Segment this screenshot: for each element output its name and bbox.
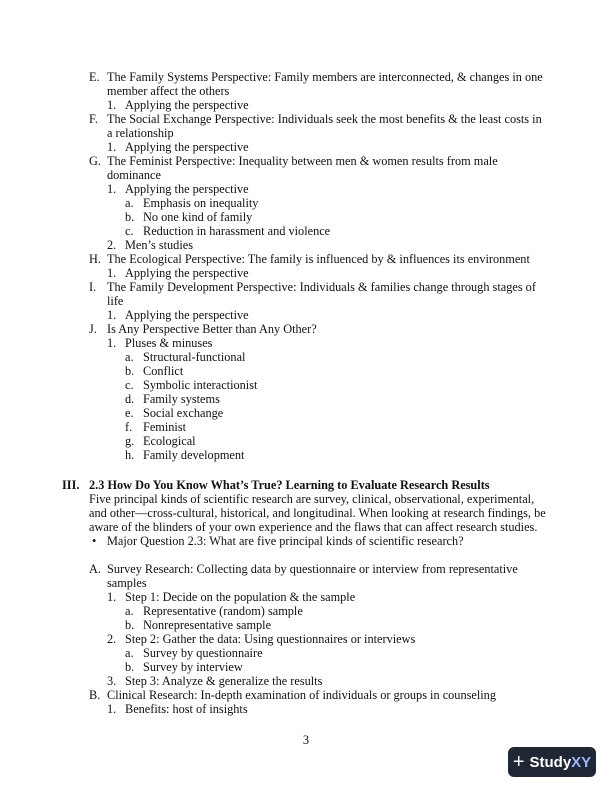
outline-line: Survey by questionnaire xyxy=(143,646,263,660)
outline-line: Clinical Research: In-depth examination of individuals or groups in counseling xyxy=(107,688,496,702)
list-marker: 2. xyxy=(107,238,117,252)
outline-line: and other—cross-cultural, historical, and longitudinal. When looking at research findings, be xyxy=(89,506,546,520)
list-marker: a. xyxy=(125,604,134,618)
outline-line: dominance xyxy=(107,168,161,182)
list-marker: 2. xyxy=(107,632,117,646)
outline-line: Step 1: Decide on the population & the sample xyxy=(125,590,356,604)
outline-line: Family systems xyxy=(143,392,220,406)
list-marker: 1. xyxy=(107,98,117,112)
list-marker: a. xyxy=(125,646,134,660)
list-marker: b. xyxy=(125,618,135,632)
outline-line: Pluses & minuses xyxy=(125,336,213,350)
list-marker: c. xyxy=(125,224,134,238)
outline-line: Applying the perspective xyxy=(125,140,249,154)
list-marker: E. xyxy=(89,70,100,84)
outline-line: Five principal kinds of scientific research are survey, clinical, observational, experimental, xyxy=(89,492,535,506)
outline-line: a relationship xyxy=(107,126,174,140)
list-marker: b. xyxy=(125,660,135,674)
list-marker: B. xyxy=(89,688,101,702)
outline-line: Emphasis on inequality xyxy=(143,196,259,210)
outline-line: Feminist xyxy=(143,420,187,434)
brand-main: Study xyxy=(529,753,572,771)
outline-line: Survey by interview xyxy=(143,660,243,674)
list-marker: b. xyxy=(125,210,135,224)
outline-line: Social exchange xyxy=(143,406,224,420)
list-marker: III. xyxy=(62,478,80,492)
outline-line: Structural-functional xyxy=(143,350,246,364)
list-marker: c. xyxy=(125,378,134,392)
list-marker: d. xyxy=(125,392,135,406)
list-marker: g. xyxy=(125,434,135,448)
list-marker: 1. xyxy=(107,182,117,196)
list-marker: a. xyxy=(125,196,134,210)
list-marker: 3. xyxy=(107,674,117,688)
outline-line: Nonrepresentative sample xyxy=(143,618,272,632)
outline-line: The Feminist Perspective: Inequality between men & women results from male xyxy=(107,154,498,168)
list-marker: • xyxy=(92,534,97,548)
list-marker: F. xyxy=(89,112,98,126)
brand-accent: XY xyxy=(571,753,592,771)
list-marker: a. xyxy=(125,350,134,364)
outline-line: The Social Exchange Perspective: Individuals seek the most benefits & the least costs in xyxy=(107,112,542,126)
list-marker: J. xyxy=(89,322,97,336)
list-marker: 1. xyxy=(107,336,117,350)
outline-line: Major Question 2.3: What are five principal kinds of scientific research? xyxy=(107,534,464,548)
plus-icon: + xyxy=(512,751,525,773)
outline-line: Applying the perspective xyxy=(125,98,249,112)
list-marker: A. xyxy=(89,562,101,576)
page-number: 3 xyxy=(302,733,310,747)
list-marker: 1. xyxy=(107,702,117,716)
outline-line: Benefits: host of insights xyxy=(125,702,248,716)
outline-line: Conflict xyxy=(143,364,184,378)
outline-line: Family development xyxy=(143,448,245,462)
outline-line: Ecological xyxy=(143,434,196,448)
outline-line: Step 2: Gather the data: Using questionnaires or interviews xyxy=(125,632,416,646)
outline-line: The Family Development Perspective: Individuals & families change through stages of xyxy=(107,280,536,294)
outline-line: Is Any Perspective Better than Any Other? xyxy=(107,322,317,336)
outline-line: The Family Systems Perspective: Family members are interconnected, & changes in one xyxy=(107,70,543,84)
outline-line: Reduction in harassment and violence xyxy=(143,224,331,238)
list-marker: 1. xyxy=(107,266,117,280)
section-heading: 2.3 How Do You Know What’s True? Learning to Evaluate Research Results xyxy=(89,478,490,492)
outline-line: Applying the perspective xyxy=(125,266,249,280)
outline-line: life xyxy=(107,294,124,308)
outline-line: Applying the perspective xyxy=(125,182,249,196)
outline-line: aware of the blinders of your own experience and the flaws that can affect research studies. xyxy=(89,520,538,534)
list-marker: e. xyxy=(125,406,134,420)
outline-line: Applying the perspective xyxy=(125,308,249,322)
list-marker: h. xyxy=(125,448,135,462)
studyxy-watermark[interactable] xyxy=(508,747,596,777)
outline-line: Symbolic interactionist xyxy=(143,378,258,392)
list-marker: 1. xyxy=(107,308,117,322)
outline-line: No one kind of family xyxy=(143,210,253,224)
list-marker: f. xyxy=(125,420,133,434)
outline-line: Survey Research: Collecting data by questionnaire or interview from representative xyxy=(107,562,518,576)
outline-line: Step 3: Analyze & generalize the results xyxy=(125,674,323,688)
outline-line: samples xyxy=(107,576,147,590)
outline-line: Men’s studies xyxy=(125,238,193,252)
outline-line: member affect the others xyxy=(107,84,230,98)
list-marker: I. xyxy=(89,280,97,294)
list-marker: H. xyxy=(89,252,101,266)
list-marker: 1. xyxy=(107,140,117,154)
outline-line: The Ecological Perspective: The family is influenced by & influences its environment xyxy=(107,252,530,266)
list-marker: b. xyxy=(125,364,135,378)
list-marker: 1. xyxy=(107,590,117,604)
outline-line: Representative (random) sample xyxy=(143,604,303,618)
list-marker: G. xyxy=(89,154,101,168)
